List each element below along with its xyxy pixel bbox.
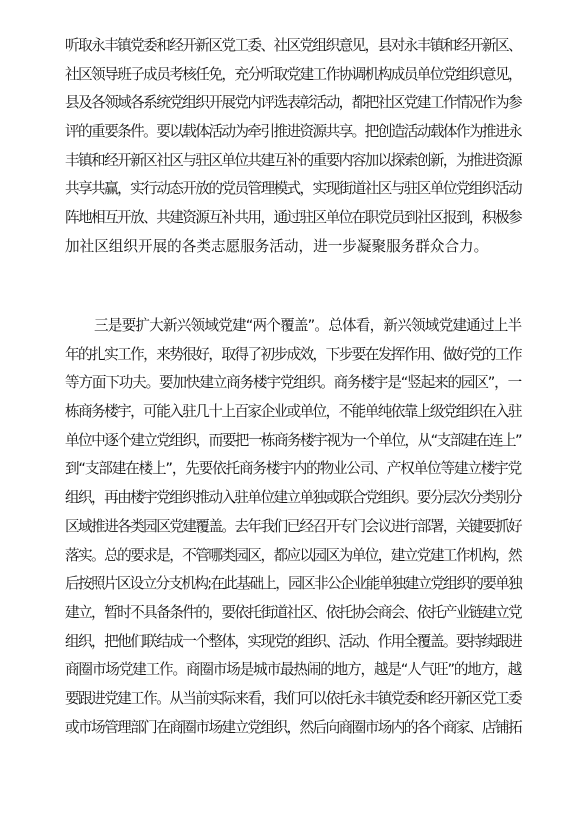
text-line: 组织，把他们联结成一个整体，实现党的组织、活动、作用全覆盖。要持续跟进: [65, 632, 521, 650]
text-line: 单位中逐个建立党组织，而要把一栋商务楼宇视为一个单位，从“支部建在连上”: [65, 431, 521, 449]
text-line: 听取永丰镇党委和经开新区党工委、社区党组织意见，县对永丰镇和经开新区、: [65, 37, 521, 54]
text-line: 区域推进各类园区党建覆盖。去年我们已经召开专门会议进行部署，关键要抓好: [65, 517, 521, 535]
paragraph-new-sector-coverage: [65, 312, 521, 742]
text-line: 或市场管理部门在商圈市场建立党组织，然后向商圈市场内的各个商家、店铺拓: [65, 718, 521, 736]
text-line: 后按照片区设立分支机构;在此基础上，园区非公企业能单独建立党组织的要单独: [65, 575, 521, 593]
text-line: 到“支部建在楼上”，先要依托商务楼宇内的物业公司、产权单位等建立楼宇党: [65, 460, 521, 478]
text-line: 共享共赢，实行动态开放的党员管理模式，实现街道社区与驻区单位党组织活动: [65, 180, 521, 198]
text-line: 评的重要条件。要以载体活动为牵引推进资源共享。把创造活动载体作为推进永: [65, 123, 521, 141]
text-line: 阵地相互开放、共建资源互补共用，通过驻区单位在职党员到社区报到，积极参: [65, 209, 521, 227]
text-line: 三是要扩大新兴领域党建“两个覆盖”。总体看，新兴领域党建通过上半: [94, 317, 522, 334]
text-line: 社区领导班子成员考核任免，充分听取党建工作协调机构成员单位党组织意见，: [65, 65, 521, 83]
text-line: 丰镇和经开新区社区与驻区单位共建互补的重要内容加以探索创新，为推进资源: [65, 151, 521, 169]
text-line: 年的扎实工作，来势很好，取得了初步成效，下步要在发挥作用、做好党的工作: [65, 345, 521, 363]
paragraph-community-resource-sharing: [65, 32, 521, 262]
text-line: 建立，暂时不具备条件的，要依托街道社区、依托协会商会、依托产业链建立党: [65, 603, 521, 621]
text-line: 商圈市场党建工作。商圈市场是城市最热闹的地方，越是“人气旺”的地方，越: [65, 661, 521, 679]
text-line: 组织，再由楼宇党组织推动入驻单位建立单独或联合党组织。要分层次分类别分: [65, 489, 521, 507]
text-line: 县及各领域各系统党组织开展党内评选表彰活动，都把社区党建工作情况作为参: [65, 94, 521, 112]
text-line: 等方面下功夫。要加快建立商务楼宇党组织。商务楼宇是“竖起来的园区”，一: [65, 374, 521, 392]
text-line: 要跟进党建工作。从当前实际来看，我们可以依托永丰镇党委和经开新区党工委: [65, 689, 521, 707]
text-line: 栋商务楼宇，可能入驻几十上百家企业或单位，不能单纯依靠上级党组织在入驻: [65, 403, 521, 421]
text-line: 加社区组织开展的各类志愿服务活动，进一步凝聚服务群众合力。: [65, 237, 489, 255]
text-line: 落实。总的要求是，不管哪类园区，都应以园区为单位，建立党建工作机构，然: [65, 546, 521, 564]
